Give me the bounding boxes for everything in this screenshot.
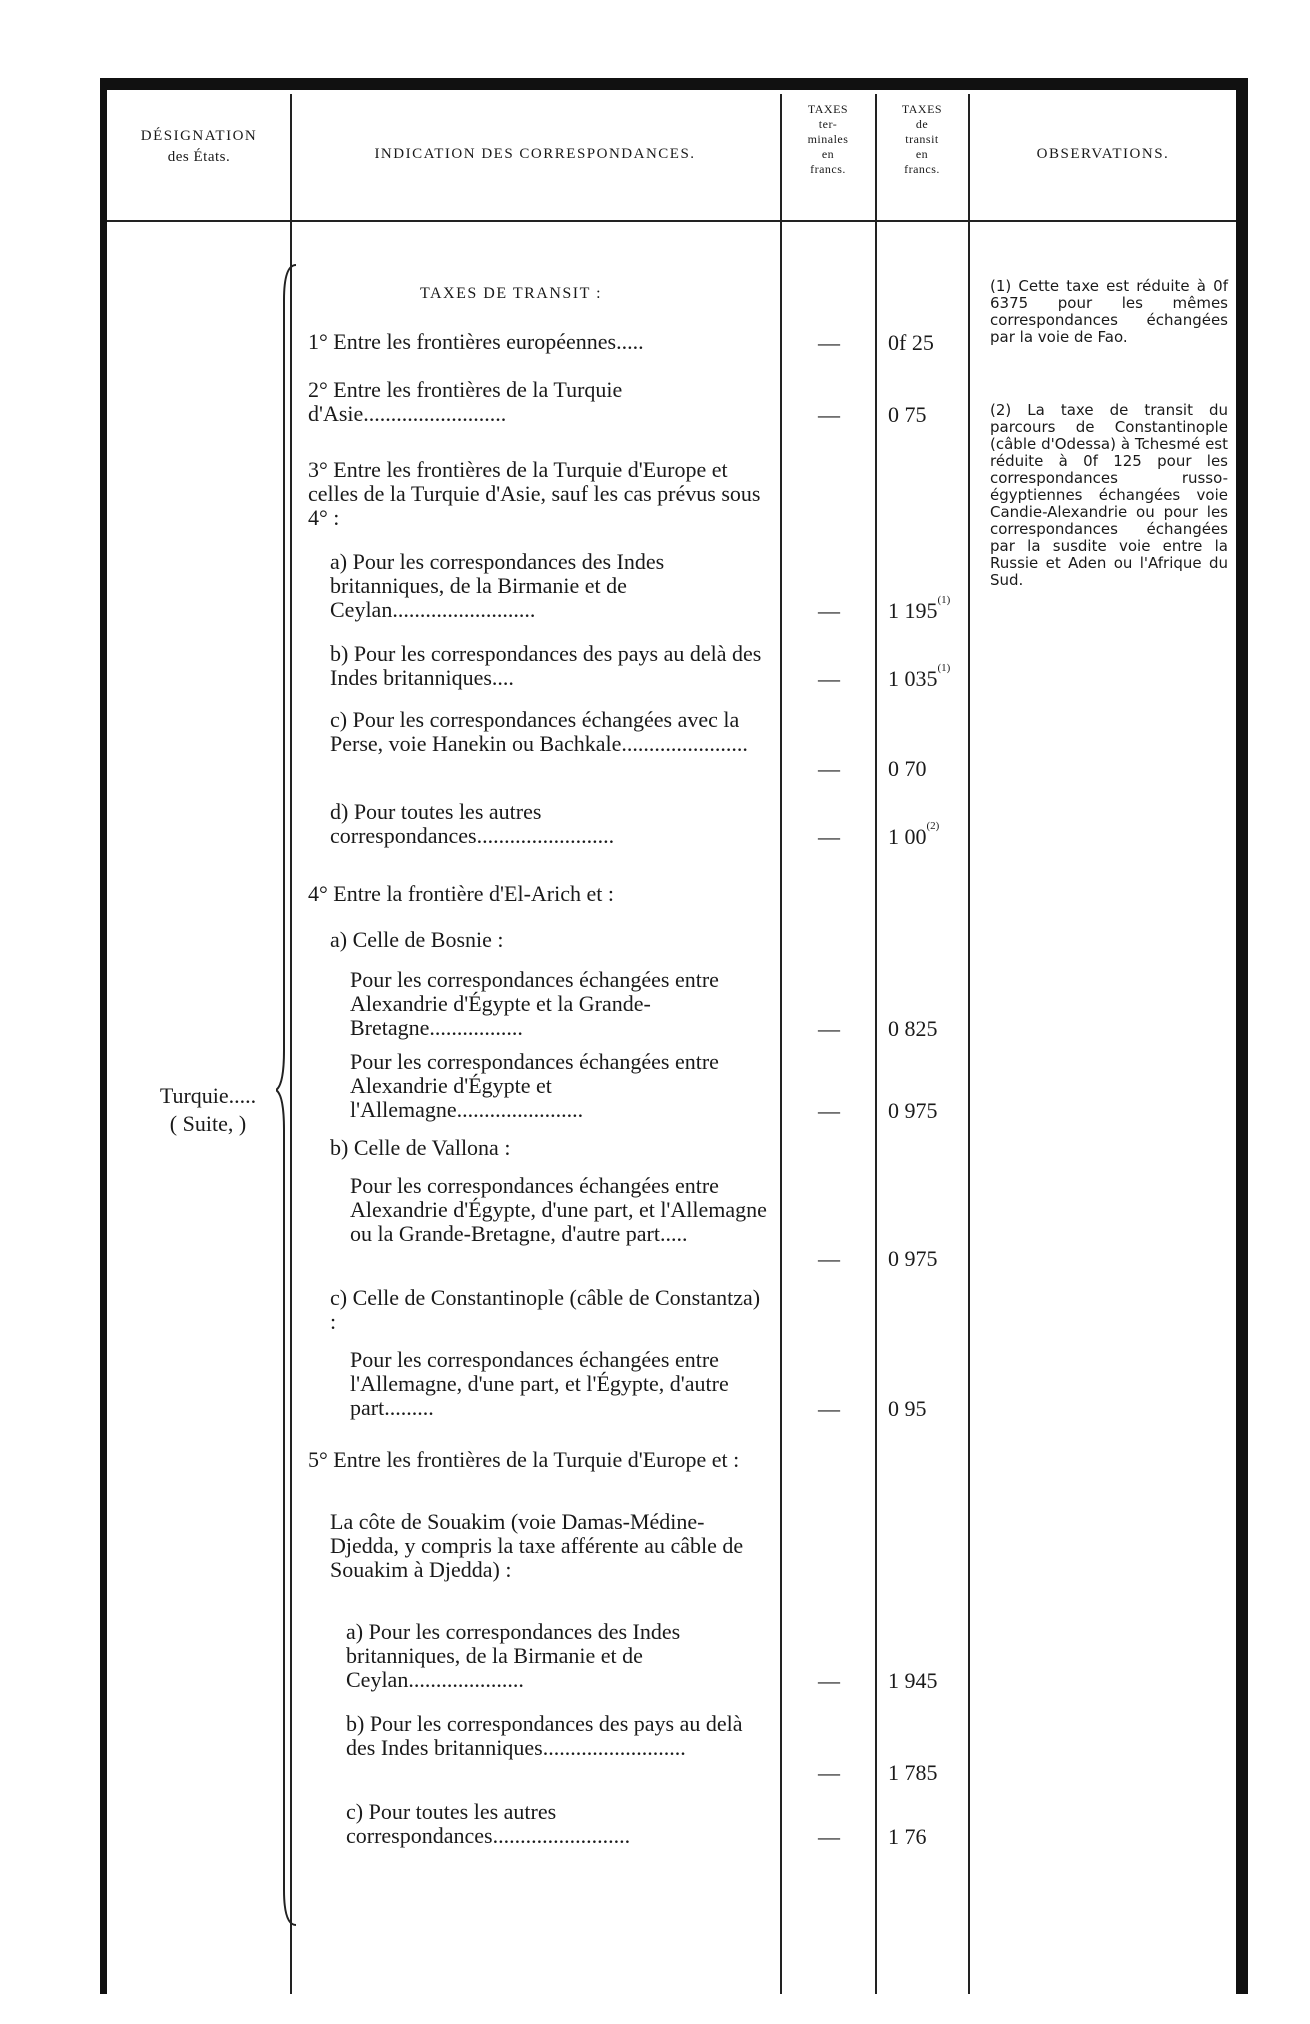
header-rule [107,220,1236,222]
observation-2: (2) La taxe de transit du parcours de Constantinople (câble d'Odessa) à Tchesmé est réduite à 0f 125 pour les correspondances russo-égyptiennes échangées voie Candie-Alexandrie ou pour les correspondances échangées par la susdite voie entre la Russie et Aden ou l'Afrique du Sud. [990,401,1228,589]
row-13-term: — [818,1246,840,1271]
row-2: 2° Entre les frontières de la Turquie d'Asie.......................... [308,377,623,426]
header-taxes-terminales: TAXES ter- minales en francs. [807,102,849,176]
row-5-transit: 1 035$^{(1)}$ [888,662,951,691]
row-19-term: — [818,1760,840,1785]
row-16: 5° Entre les frontières de la Turquie d'Europe et : [308,1447,740,1472]
row-7-term: — [818,824,840,849]
row-12: b) Celle de Vallona : [330,1135,511,1160]
row-15: Pour les correspondances échangées entre l'Allemagne, d'une part, et l'Égypte, d'autre part......... [350,1347,729,1420]
row-18: a) Pour les correspondances des Indes britanniques, de la Birmanie et de Ceylan..................... [346,1619,681,1692]
header-indication: INDICATION DES CORRESPONDANCES. [374,146,696,162]
row-9: a) Celle de Bosnie : [330,927,504,952]
row-15-term: — [818,1396,840,1421]
row-13-transit: 0 975 [888,1246,938,1271]
frame-top-border [100,78,1248,90]
state-name: Turquie..... ( Suite, ) [159,1083,257,1136]
row-8: 4° Entre la frontière d'El-Arich et : [308,881,614,906]
row-7-transit: 1 00$^{(2)}$ [888,820,940,849]
section-title: TAXES DE TRANSIT : [420,285,603,302]
row-19: b) Pour les correspondances des pays au delà des Indes britanniques.......................... [346,1711,743,1760]
row-4-transit: 1 195$^{(1)}$ [888,594,951,623]
frame-right-border [1236,78,1248,1994]
row-14: c) Celle de Constantinople (câble de Constantza) : [330,1285,761,1334]
row-4-term: — [818,598,840,623]
row-4: a) Pour les correspondances des Indes britanniques, de la Birmanie et de Ceylan.......................... [330,549,665,622]
row-18-term: — [818,1668,840,1693]
row-5: b) Pour les correspondances des pays au delà des Indes britanniques.... [330,641,762,690]
row-10: Pour les correspondances échangées entre Alexandrie d'Égypte et la Grande-Bretagne................. [350,967,719,1040]
row-3: 3° Entre les frontières de la Turquie d'Europe et celles de la Turquie d'Asie, sauf les cas prévus sous 4° : [308,457,761,530]
row-19-transit: 1 785 [888,1760,938,1785]
row-2-term: — [818,402,840,427]
row-10-transit: 0 825 [888,1016,938,1041]
observation-1: (1) Cette taxe est réduite à 0f 6375 pour les mêmes correspondances échangées par la voie de Fao. [990,277,1228,346]
row-7: d) Pour toutes les autres correspondances......................... [330,799,615,848]
row-1-term: — [818,330,840,355]
row-1-transit: 0f 25 [888,330,934,355]
row-13: Pour les correspondances échangées entre Alexandrie d'Égypte, d'une part, et l'Allemagne ou la Grande-Bretagne, d'autre part..... [350,1173,767,1246]
row-6-term: — [818,756,840,781]
row-1: 1° Entre les frontières européennes..... [308,329,644,354]
row-11-transit: 0 975 [888,1098,938,1123]
column-divider-2 [780,94,782,1994]
row-6-transit: 0 70 [888,756,927,781]
row-6: c) Pour les correspondances échangées avec la Perse, voie Hanekin ou Bachkale....................... [330,707,748,756]
row-11: Pour les correspondances échangées entre Alexandrie d'Égypte et l'Allemagne....................... [350,1049,719,1122]
column-divider-3 [875,94,877,1994]
row-17: La côte de Souakim (voie Damas-Médine-Djedda, y compris la taxe afférente au câble de Souakim à Djedda) : [330,1509,744,1582]
row-20-transit: 1 76 [888,1824,927,1849]
row-2-transit: 0 75 [888,402,927,427]
header-taxes-transit: TAXES de transit en francs. [901,102,943,176]
row-20: c) Pour toutes les autres correspondances......................... [346,1799,631,1848]
row-5-term: — [818,666,840,691]
row-20-term: — [818,1824,840,1849]
header-observations: OBSERVATIONS. [1036,146,1170,162]
column-divider-4 [968,94,970,1994]
row-18-transit: 1 945 [888,1668,938,1693]
frame-left-border [100,78,107,1994]
header-designation: DÉSIGNATION des États. [140,128,258,165]
row-11-term: — [818,1098,840,1123]
row-10-term: — [818,1016,840,1041]
row-15-transit: 0 95 [888,1396,927,1421]
